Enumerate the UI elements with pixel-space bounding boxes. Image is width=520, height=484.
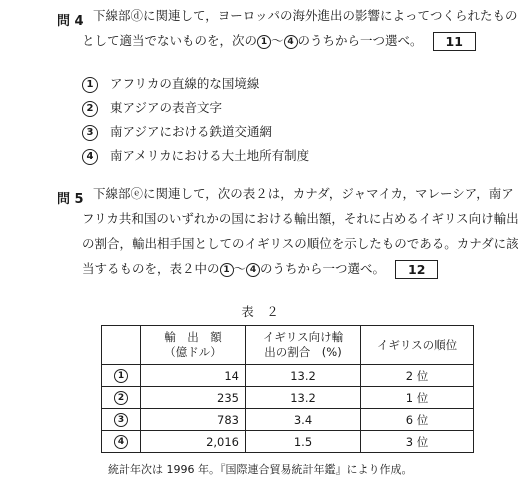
- export-cell: 14: [141, 365, 246, 387]
- header-share: [246, 326, 361, 365]
- export-cell: 783: [141, 409, 246, 431]
- choice-mark-4: 4: [82, 149, 98, 165]
- rank-cell: 2 位: [361, 365, 474, 387]
- q4-range-start-mark: 1: [257, 35, 271, 49]
- export-table: [101, 325, 474, 453]
- row-mark-cell: [102, 387, 141, 409]
- header-blank: [102, 326, 141, 365]
- q5-range-end-mark: 4: [246, 263, 260, 277]
- row-mark-3: 3: [114, 413, 128, 427]
- q4-choice-2[interactable]: [82, 96, 309, 120]
- table-title: 表 ２: [241, 304, 279, 319]
- choice-text-4: 南アメリカにおける大土地所有制度: [110, 148, 310, 163]
- q5-number: 問 5: [57, 192, 84, 207]
- choice-mark-3: 3: [82, 125, 98, 141]
- header-share-line1: イギリス向け輸: [262, 330, 344, 344]
- q4-stem-line2-pre: として適当でないものを，次の: [82, 33, 258, 48]
- choice-mark-1: 1: [82, 77, 98, 93]
- choice-text-1: アフリカの直線的な国境線: [110, 76, 260, 91]
- export-cell: 2,016: [141, 431, 246, 453]
- table-header-row: [102, 326, 474, 365]
- rank-cell: 3 位: [361, 431, 474, 453]
- q4-choice-list: [82, 72, 309, 168]
- q4-stem-line1: 下線部ⓓに関連して，ヨーロッパの海外進出の影響によってつくられたもの: [93, 8, 518, 23]
- choice-text-2: 東アジアの表音文字: [110, 100, 223, 115]
- share-cell: 13.2: [246, 365, 361, 387]
- q5-stem: [82, 181, 519, 281]
- q4-range-sep: 〜: [271, 33, 284, 48]
- row-mark-cell: [102, 431, 141, 453]
- header-export-line1: 輸 出 額: [164, 330, 222, 344]
- choice-text-3: 南アジアにおける鉄道交通網: [110, 124, 273, 139]
- row-mark-cell: [102, 365, 141, 387]
- q4-stem-line2-post: のうちから一つ選べ。: [297, 33, 423, 48]
- q4-choice-1[interactable]: [82, 72, 309, 96]
- header-rank: イギリスの順位: [361, 326, 474, 365]
- share-cell: 1.5: [246, 431, 361, 453]
- q5-stem-line4-post: のうちから一つ選べ。: [260, 261, 386, 276]
- rank-cell: 1 位: [361, 387, 474, 409]
- row-mark-cell: [102, 409, 141, 431]
- header-export: [141, 326, 246, 365]
- share-cell: 3.4: [246, 409, 361, 431]
- q4-choice-4[interactable]: [82, 144, 309, 168]
- q5-stem-line4-pre: 当するものを，表２中の: [82, 261, 220, 276]
- q5-stem-line3: の割合，輸出相手国としてのイギリスの順位を示したものである。カナダに該: [82, 236, 519, 251]
- table-source-note: 統計年次は 1996 年。『国際連合貿易統計年鑑』により作成。: [108, 463, 413, 476]
- table-row: [102, 387, 474, 409]
- q5-range-start-mark: 1: [220, 263, 234, 277]
- table-row: [102, 365, 474, 387]
- q4-stem-line2: [82, 28, 513, 53]
- q4-choice-3[interactable]: [82, 120, 309, 144]
- row-mark-1: 1: [114, 369, 128, 383]
- rank-cell: 6 位: [361, 409, 474, 431]
- choice-mark-2: 2: [82, 101, 98, 117]
- header-share-line2: 出の割合 (%): [264, 345, 342, 359]
- header-export-line2: （億ドル）: [164, 345, 222, 359]
- q4-range-end-mark: 4: [284, 35, 298, 49]
- row-mark-4: 4: [114, 435, 128, 449]
- q5-range-sep: 〜: [233, 261, 247, 276]
- q5-stem-line4: [82, 256, 513, 281]
- row-mark-2: 2: [114, 391, 128, 405]
- table-row: [102, 409, 474, 431]
- q5-stem-line2: フリカ共和国のいずれかの国における輸出額，それに占めるイギリス向け輸出: [82, 211, 519, 226]
- q5-answer-box[interactable]: 12: [395, 260, 438, 279]
- q4-answer-box[interactable]: 11: [433, 32, 476, 51]
- share-cell: 13.2: [246, 387, 361, 409]
- export-cell: 235: [141, 387, 246, 409]
- q4-stem: [82, 3, 518, 53]
- q5-stem-line1: 下線部ⓔに関連して，次の表２は，カナダ，ジャマイカ，マレーシア，南ア: [93, 186, 514, 201]
- q4-number: 問 4: [57, 14, 84, 29]
- table-row: [102, 431, 474, 453]
